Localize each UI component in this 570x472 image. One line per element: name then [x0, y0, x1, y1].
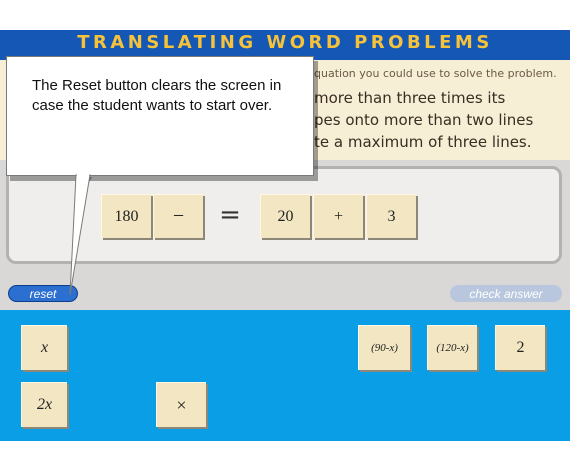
tray-tile-x[interactable]: x — [21, 325, 67, 370]
tray-tile-90-minus-x[interactable]: (90-x) — [358, 325, 410, 370]
tray-tile-120-minus-x[interactable]: (120-x) — [427, 325, 477, 370]
reset-button[interactable]: reset — [8, 285, 78, 302]
tray-tile-2x[interactable]: 2x — [21, 382, 67, 427]
tile-tray — [0, 310, 570, 441]
prompt-line-1: more than three times its — [314, 89, 506, 107]
prompt-line-3: te a maximum of three lines. — [314, 133, 532, 151]
equation-tile-3[interactable]: 3 — [366, 194, 416, 238]
callout-bubble — [6, 56, 314, 176]
equation-tile-20[interactable]: 20 — [260, 194, 310, 238]
app-title: TRANSLATING WORD PROBLEMS — [77, 32, 493, 53]
check-answer-button[interactable]: check answer — [450, 285, 562, 302]
prompt-line-2: pes onto more than two lines — [314, 111, 534, 129]
equation-tile-plus[interactable]: + — [313, 194, 363, 238]
prompt-instruction: quation you could use to solve the problem. — [314, 67, 557, 80]
callout-text: The Reset button clears the screen in case the student wants to start over. — [32, 77, 282, 114]
equals-sign: = — [219, 200, 241, 230]
equation-tile-minus[interactable]: − — [153, 194, 203, 238]
tray-tile-2[interactable]: 2 — [495, 325, 545, 370]
tray-tile-times[interactable]: × — [156, 382, 206, 427]
equation-tile-180[interactable]: 180 — [101, 194, 151, 238]
